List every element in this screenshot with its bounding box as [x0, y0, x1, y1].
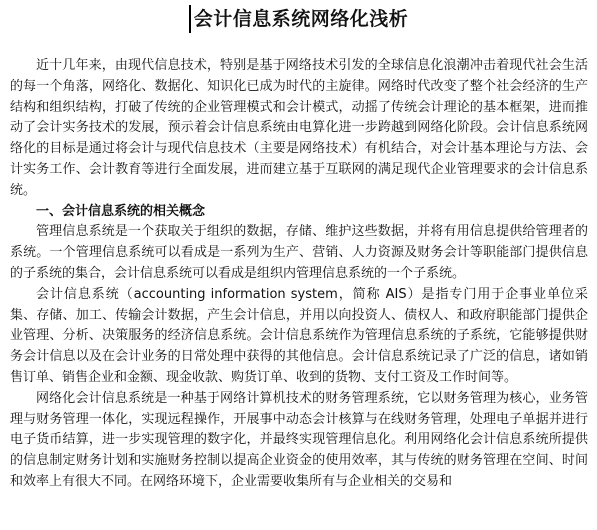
- intro-paragraph: 近十几年来，由现代信息技术，特别是基于网络技术引发的全球信息化浪潮冲击着现代社会生活的每一个角落，网络化、数据化、知识化已成为时代的主旋律。网络时代改变了整个社会经济的生产结构和组织结构，打破了传统的企业管理模式和会计模式，动摇了传统会计理论的基本框架，进而推动了会计实务技术的发展，预示着会计信息系统由电算化进一步跨越到网络化阶段。会计信息系统网络化的目标是通过将会计与现代信息技术（主要是网络技术）有机结合，对会计基本理论与方法、会计实务工作、会计教育等进行全面发展，进而建立基于互联网的满足现代企业管理要求的会计信息系统。: [10, 58, 588, 198]
- title-row: [0, 2, 597, 36]
- document-title: 会计信息系统网络化浅析: [189, 5, 409, 33]
- document-body: [10, 56, 588, 493]
- paragraph-networked-ais: 网络化会计信息系统是一种基于网络计算机技术的财务管理系统，它以财务管理为核心，业务管理与财务管理一体化，实现远程操作，开展事中动态会计核算与在线财务管理，处理电子单据并进行电子货币结算，进一步实现管理的数字化，并最终实现管理信息化。利用网络化会计信息系统所提供的信息制定财务计划和实施财务控制以提高企业资金的使用效率，其与传统的财务管理在空间、时间和效率上有很大不同。在网络环境下，企业需要收集所有与企业相关的交易和: [10, 390, 588, 489]
- paragraph-mis: 管理信息系统是一个获取关于组织的数据，存储、维护这些数据，并将有用信息提供给管理者的系统。一个管理信息系统可以看成是一系列为生产、营销、人力资源及财务会计等职能部门提供信息的子系统的集合，会计信息系统可以看成是组织内管理信息系统的一个子系统。: [10, 224, 588, 281]
- section-heading: 一、会计信息系统的相关概念: [36, 203, 206, 219]
- paragraph-ais: 会计信息系统（accounting information system，简称 AIS）是指专门用于企事业单位采集、存储、加工、传输会计数据，产生会计信息，并用以向投资人、债权人、和政府职能部门提供企业管理、分析、决策服务的经济信息系统。会计信息系统作为管理信息系统的子系统，它能够提供财务会计信息以及在会计业务的日常处理中获得的其他信息。会计信息系统记录了广泛的信息，诸如销售订单、销售企业和金额、现金收款、购货订单、收到的货物、支付工资及工作时间等。: [10, 286, 588, 385]
